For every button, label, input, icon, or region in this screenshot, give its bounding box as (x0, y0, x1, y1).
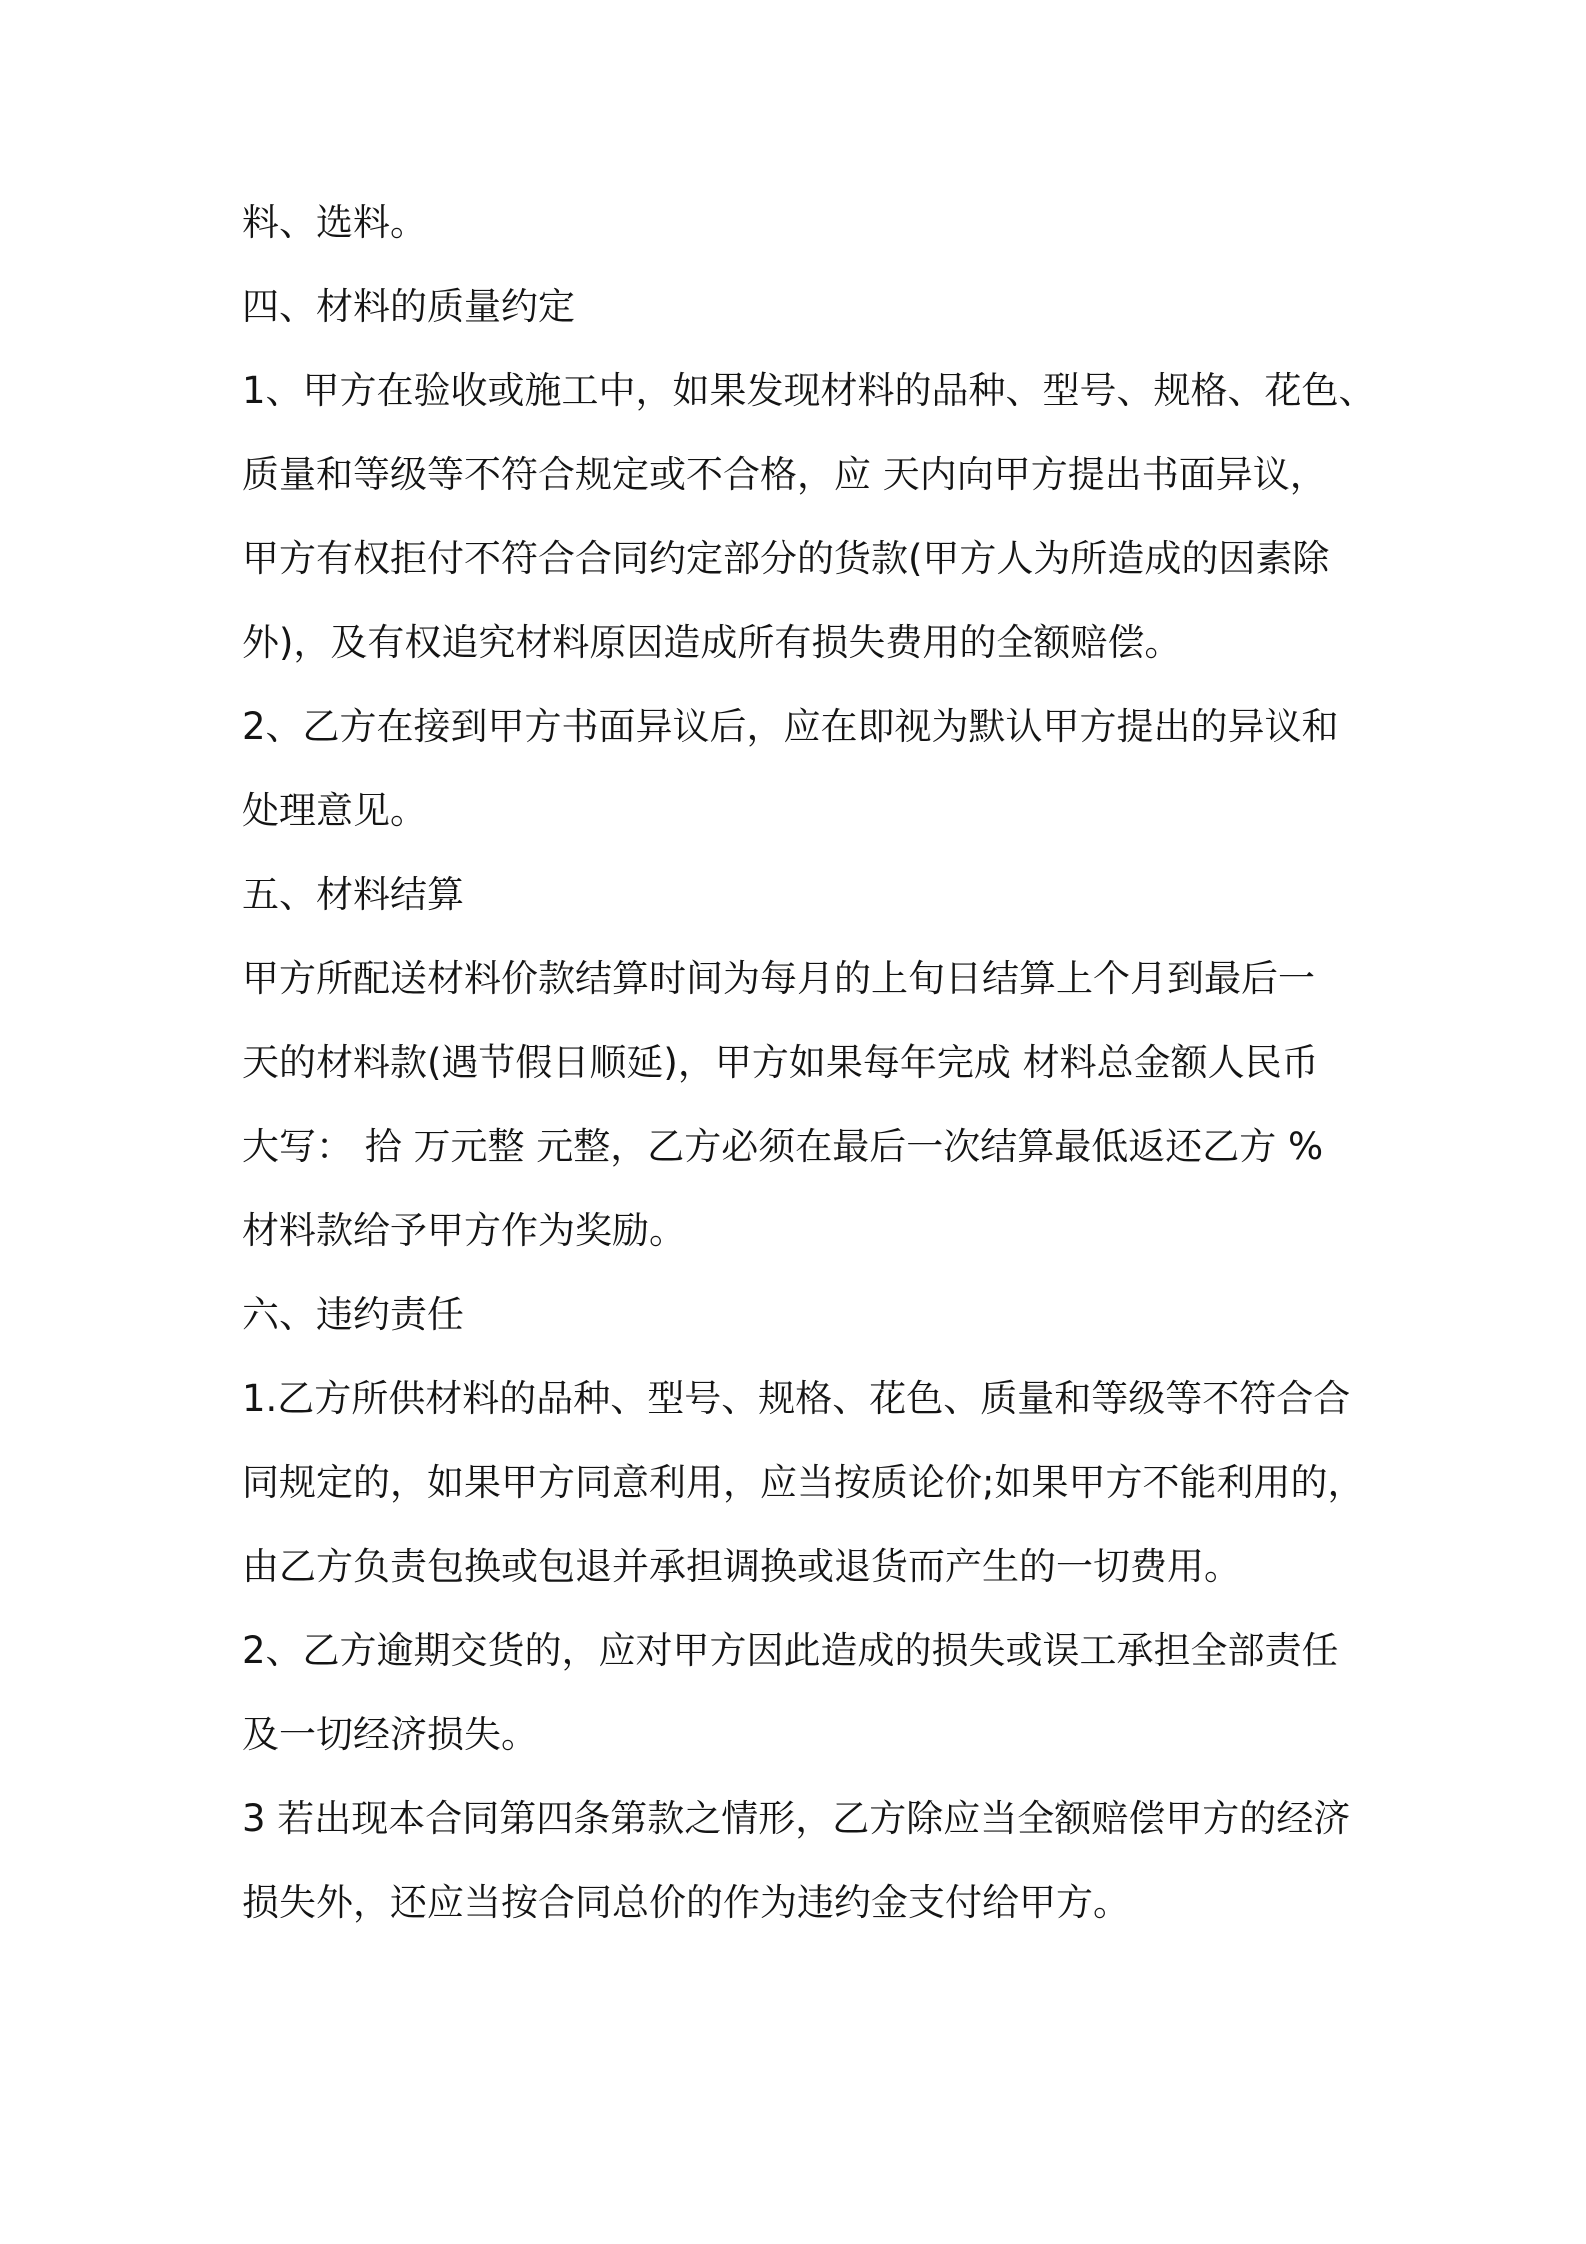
paragraph-line: 天的材料款(遇节假日顺延)，甲方如果每年完成 材料总金额人民币 (242, 1041, 1319, 1084)
paragraph-line: 2、乙方在接到甲方书面异议后，应在即视为默认甲方提出的异议和 (242, 705, 1339, 748)
paragraph-line: 大写： 拾 万元整 元整，乙方必须在最后一次结算最低返还乙方 % (242, 1125, 1324, 1168)
paragraph-line: 外)，及有权追究材料原因造成所有损失费用的全额赔偿。 (242, 621, 1182, 664)
paragraph-line: 料、选料。 (242, 201, 427, 244)
paragraph-line: 处理意见。 (242, 789, 427, 832)
paragraph-line: 1、甲方在验收或施工中，如果发现材料的品种、型号、规格、花色、 (242, 369, 1376, 412)
paragraph-line: 甲方所配送材料价款结算时间为每月的上旬日结算上个月到最后一 (242, 957, 1315, 1000)
paragraph-line: 质量和等级等不符合规定或不合格，应 天内向甲方提出书面异议， (242, 453, 1327, 496)
paragraph-line: 损失外，还应当按合同总价的作为违约金支付给甲方。 (242, 1881, 1130, 1924)
paragraph-line: 2、乙方逾期交货的，应对甲方因此造成的损失或误工承担全部责任 (242, 1629, 1339, 1672)
paragraph-line: 3 若出现本合同第四条第款之情形，乙方除应当全额赔偿甲方的经济 (242, 1797, 1351, 1840)
paragraph-line: 甲方有权拒付不符合合同约定部分的货款(甲方人为所造成的因素除 (242, 537, 1330, 580)
paragraph-line: 由乙方负责包换或包退并承担调换或退货而产生的一切费用。 (242, 1545, 1241, 1588)
section-heading: 五、材料结算 (242, 873, 464, 916)
paragraph-line: 材料款给予甲方作为奖励。 (242, 1209, 686, 1252)
section-heading: 六、违约责任 (242, 1293, 464, 1336)
paragraph-line: 同规定的，如果甲方同意利用，应当按质论价;如果甲方不能利用的， (242, 1461, 1365, 1504)
paragraph-line: 及一切经济损失。 (242, 1713, 538, 1756)
section-heading: 四、材料的质量约定 (242, 285, 575, 328)
document-body (242, 181, 1542, 1945)
paragraph-line: 1.乙方所供材料的品种、型号、规格、花色、质量和等级等不符合合 (242, 1377, 1351, 1420)
